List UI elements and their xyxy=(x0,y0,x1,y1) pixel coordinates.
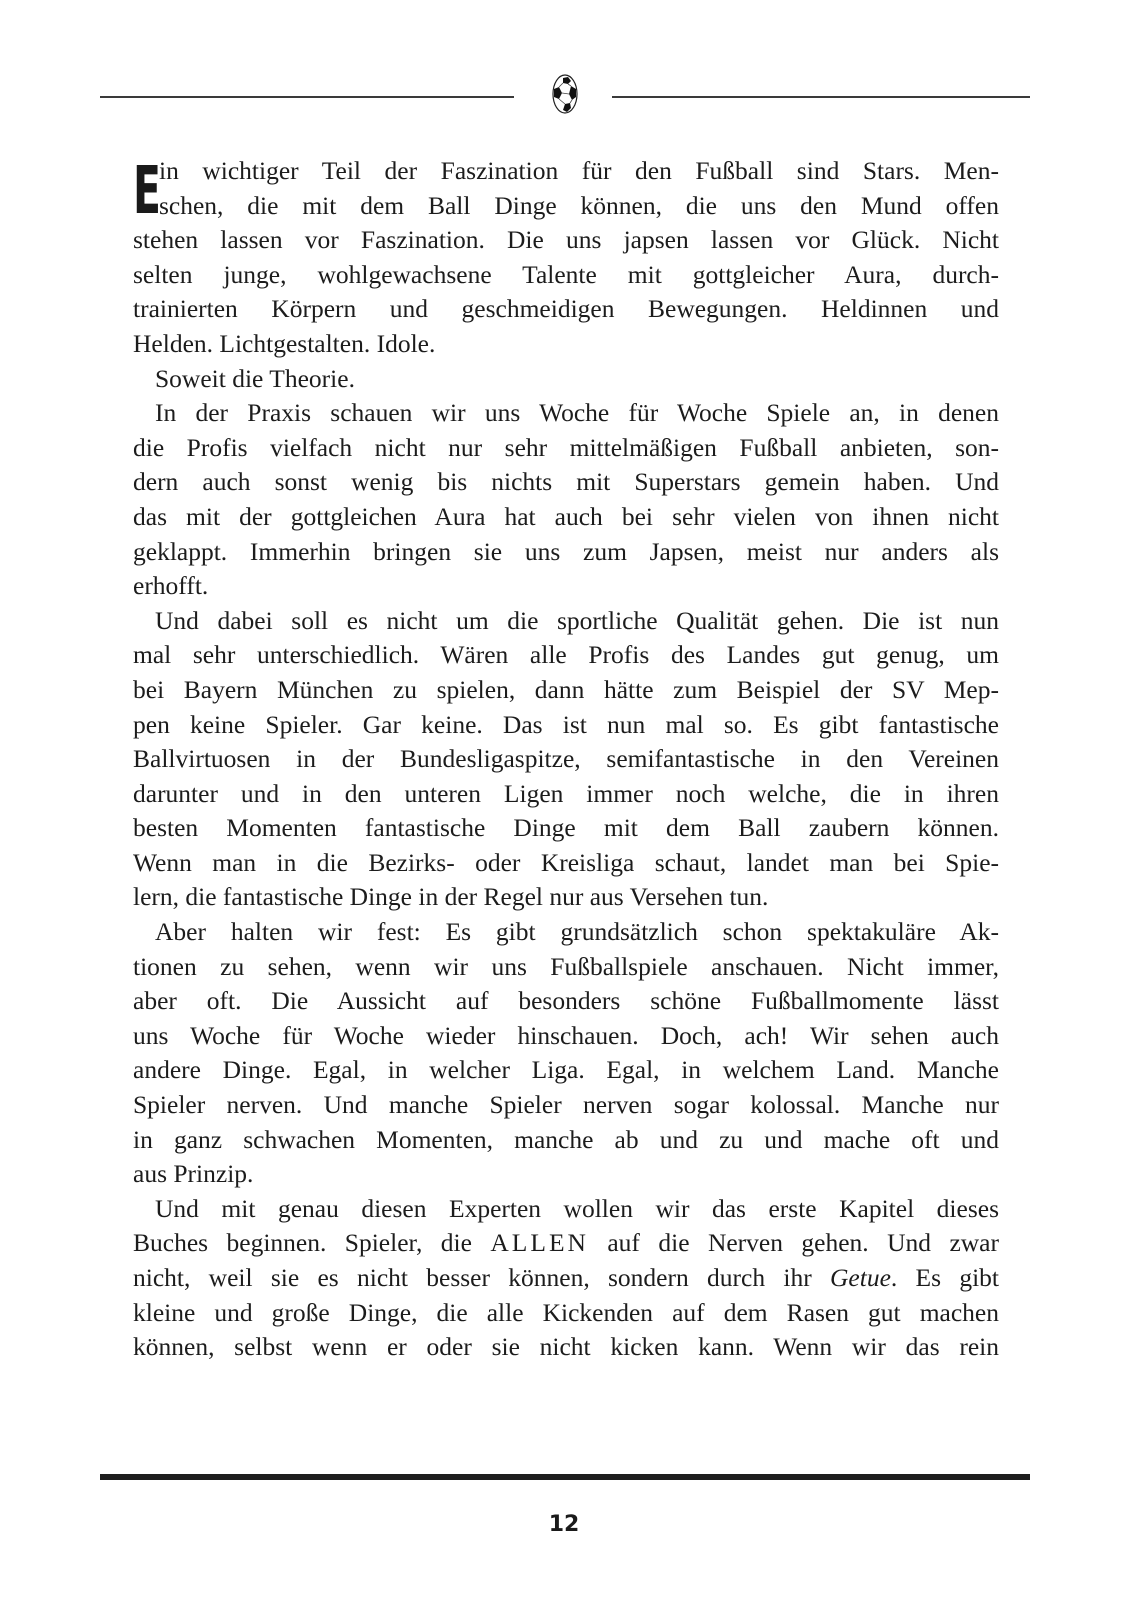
text-line: uns Woche für Woche wieder hinschauen. Doch, ach! Wir sehen auch xyxy=(133,1020,999,1050)
emphasis-allen: ALLEN xyxy=(490,1228,589,1258)
text-segment: . Es gibt xyxy=(890,1263,1000,1292)
text-line-allen xyxy=(133,1226,999,1261)
text-line-getue xyxy=(133,1261,999,1296)
emphasis-getue: Getue xyxy=(830,1263,891,1292)
text-line: tionen zu sehen, wenn wir uns Fußballspiele anschauen. Nicht immer, xyxy=(133,951,999,981)
text-line: besten Momenten fantastische Dinge mit dem Ball zaubern können. xyxy=(133,813,999,843)
text-line: Helden. Lichtgestalten. Idole. xyxy=(133,328,436,358)
text-line: Aber halten wir fest: Es gibt grundsätzlich schon spektakuläre Ak- xyxy=(155,917,999,947)
text-line: Und mit genau diesen Experten wollen wir das erste Kapitel dieses xyxy=(155,1193,999,1223)
text-line: In der Praxis schauen wir uns Woche für Woche Spiele an, in denen xyxy=(155,398,999,428)
soccer-ball-icon xyxy=(543,72,587,116)
text-segment: auf die Nerven gehen. Und zwar xyxy=(588,1228,999,1258)
text-line: Und dabei soll es nicht um die sportliche Qualität gehen. Die ist nun xyxy=(155,605,999,635)
text-line: in wichtiger Teil der Faszination für den Fußball sind Stars. Men- xyxy=(159,156,999,185)
text-line: geklappt. Immerhin bringen sie uns zum Japsen, meist nur anders als xyxy=(133,536,999,566)
chapter-body-text xyxy=(133,154,999,1365)
text-line: stehen lassen vor Faszination. Die uns japsen lassen vor Glück. Nicht xyxy=(133,225,999,255)
text-line: können, selbst wenn er oder sie nicht kicken kann. Wenn wir das rein xyxy=(133,1332,999,1362)
footer-rule xyxy=(100,1474,1030,1480)
text-line: trainierten Körpern und geschmeidigen Bewegungen. Heldinnen und xyxy=(133,294,999,324)
text-line: das mit der gottgleichen Aura hat auch bei sehr vielen von ihnen nicht xyxy=(133,501,999,531)
text-line: bei Bayern München zu spielen, dann hätte zum Beispiel der SV Mep- xyxy=(133,674,999,704)
text-line: Wenn man in die Bezirks- oder Kreisliga schaut, landet man bei Spie- xyxy=(133,847,999,877)
text-line: pen keine Spieler. Gar keine. Das ist nun mal so. Es gibt fantastische xyxy=(133,709,999,739)
text-line: aus Prinzip. xyxy=(133,1159,254,1189)
header-rule-right xyxy=(612,96,1030,98)
text-line: Soweit die Theorie. xyxy=(155,363,355,393)
text-line: darunter und in den unteren Ligen immer noch welche, die in ihren xyxy=(133,778,999,808)
text-segment: Buches beginnen. Spieler, die xyxy=(133,1228,491,1258)
text-line: mal sehr unterschiedlich. Wären alle Profis des Landes gut genug, um xyxy=(133,640,999,670)
text-line: dern auch sonst wenig bis nichts mit Superstars gemein haben. Und xyxy=(133,467,999,497)
text-line: erhofft. xyxy=(133,571,209,601)
text-line: die Profis vielfach nicht nur sehr mittelmäßigen Fußball anbieten, son- xyxy=(133,432,999,462)
text-segment: nicht, weil sie es nicht besser können, sondern durch ihr xyxy=(133,1263,830,1292)
header-rule-left xyxy=(100,96,514,98)
text-line: Spieler nerven. Und manche Spieler nerven sogar kolossal. Manche nur xyxy=(133,1090,999,1120)
text-line: in ganz schwachen Momenten, manche ab und zu und mache oft und xyxy=(133,1124,999,1154)
text-line: schen, die mit dem Ball Dinge können, die uns den Mund offen xyxy=(159,190,999,220)
page-number: 12 xyxy=(548,1512,580,1537)
text-line: kleine und große Dinge, die alle Kickenden auf dem Rasen gut machen xyxy=(133,1297,999,1327)
dropcap-letter: E xyxy=(133,152,161,229)
text-line: lern, die fantastische Dinge in der Regel nur aus Versehen tun. xyxy=(133,882,769,912)
text-line: andere Dinge. Egal, in welcher Liga. Egal, in welchem Land. Manche xyxy=(133,1055,999,1085)
text-line: Ballvirtuosen in der Bundesligaspitze, semifantastische in den Vereinen xyxy=(133,744,999,774)
text-line: selten junge, wohlgewachsene Talente mit gottgleicher Aura, durch- xyxy=(133,259,999,289)
text-line: aber oft. Die Aussicht auf besonders schöne Fußballmomente lässt xyxy=(133,986,999,1016)
